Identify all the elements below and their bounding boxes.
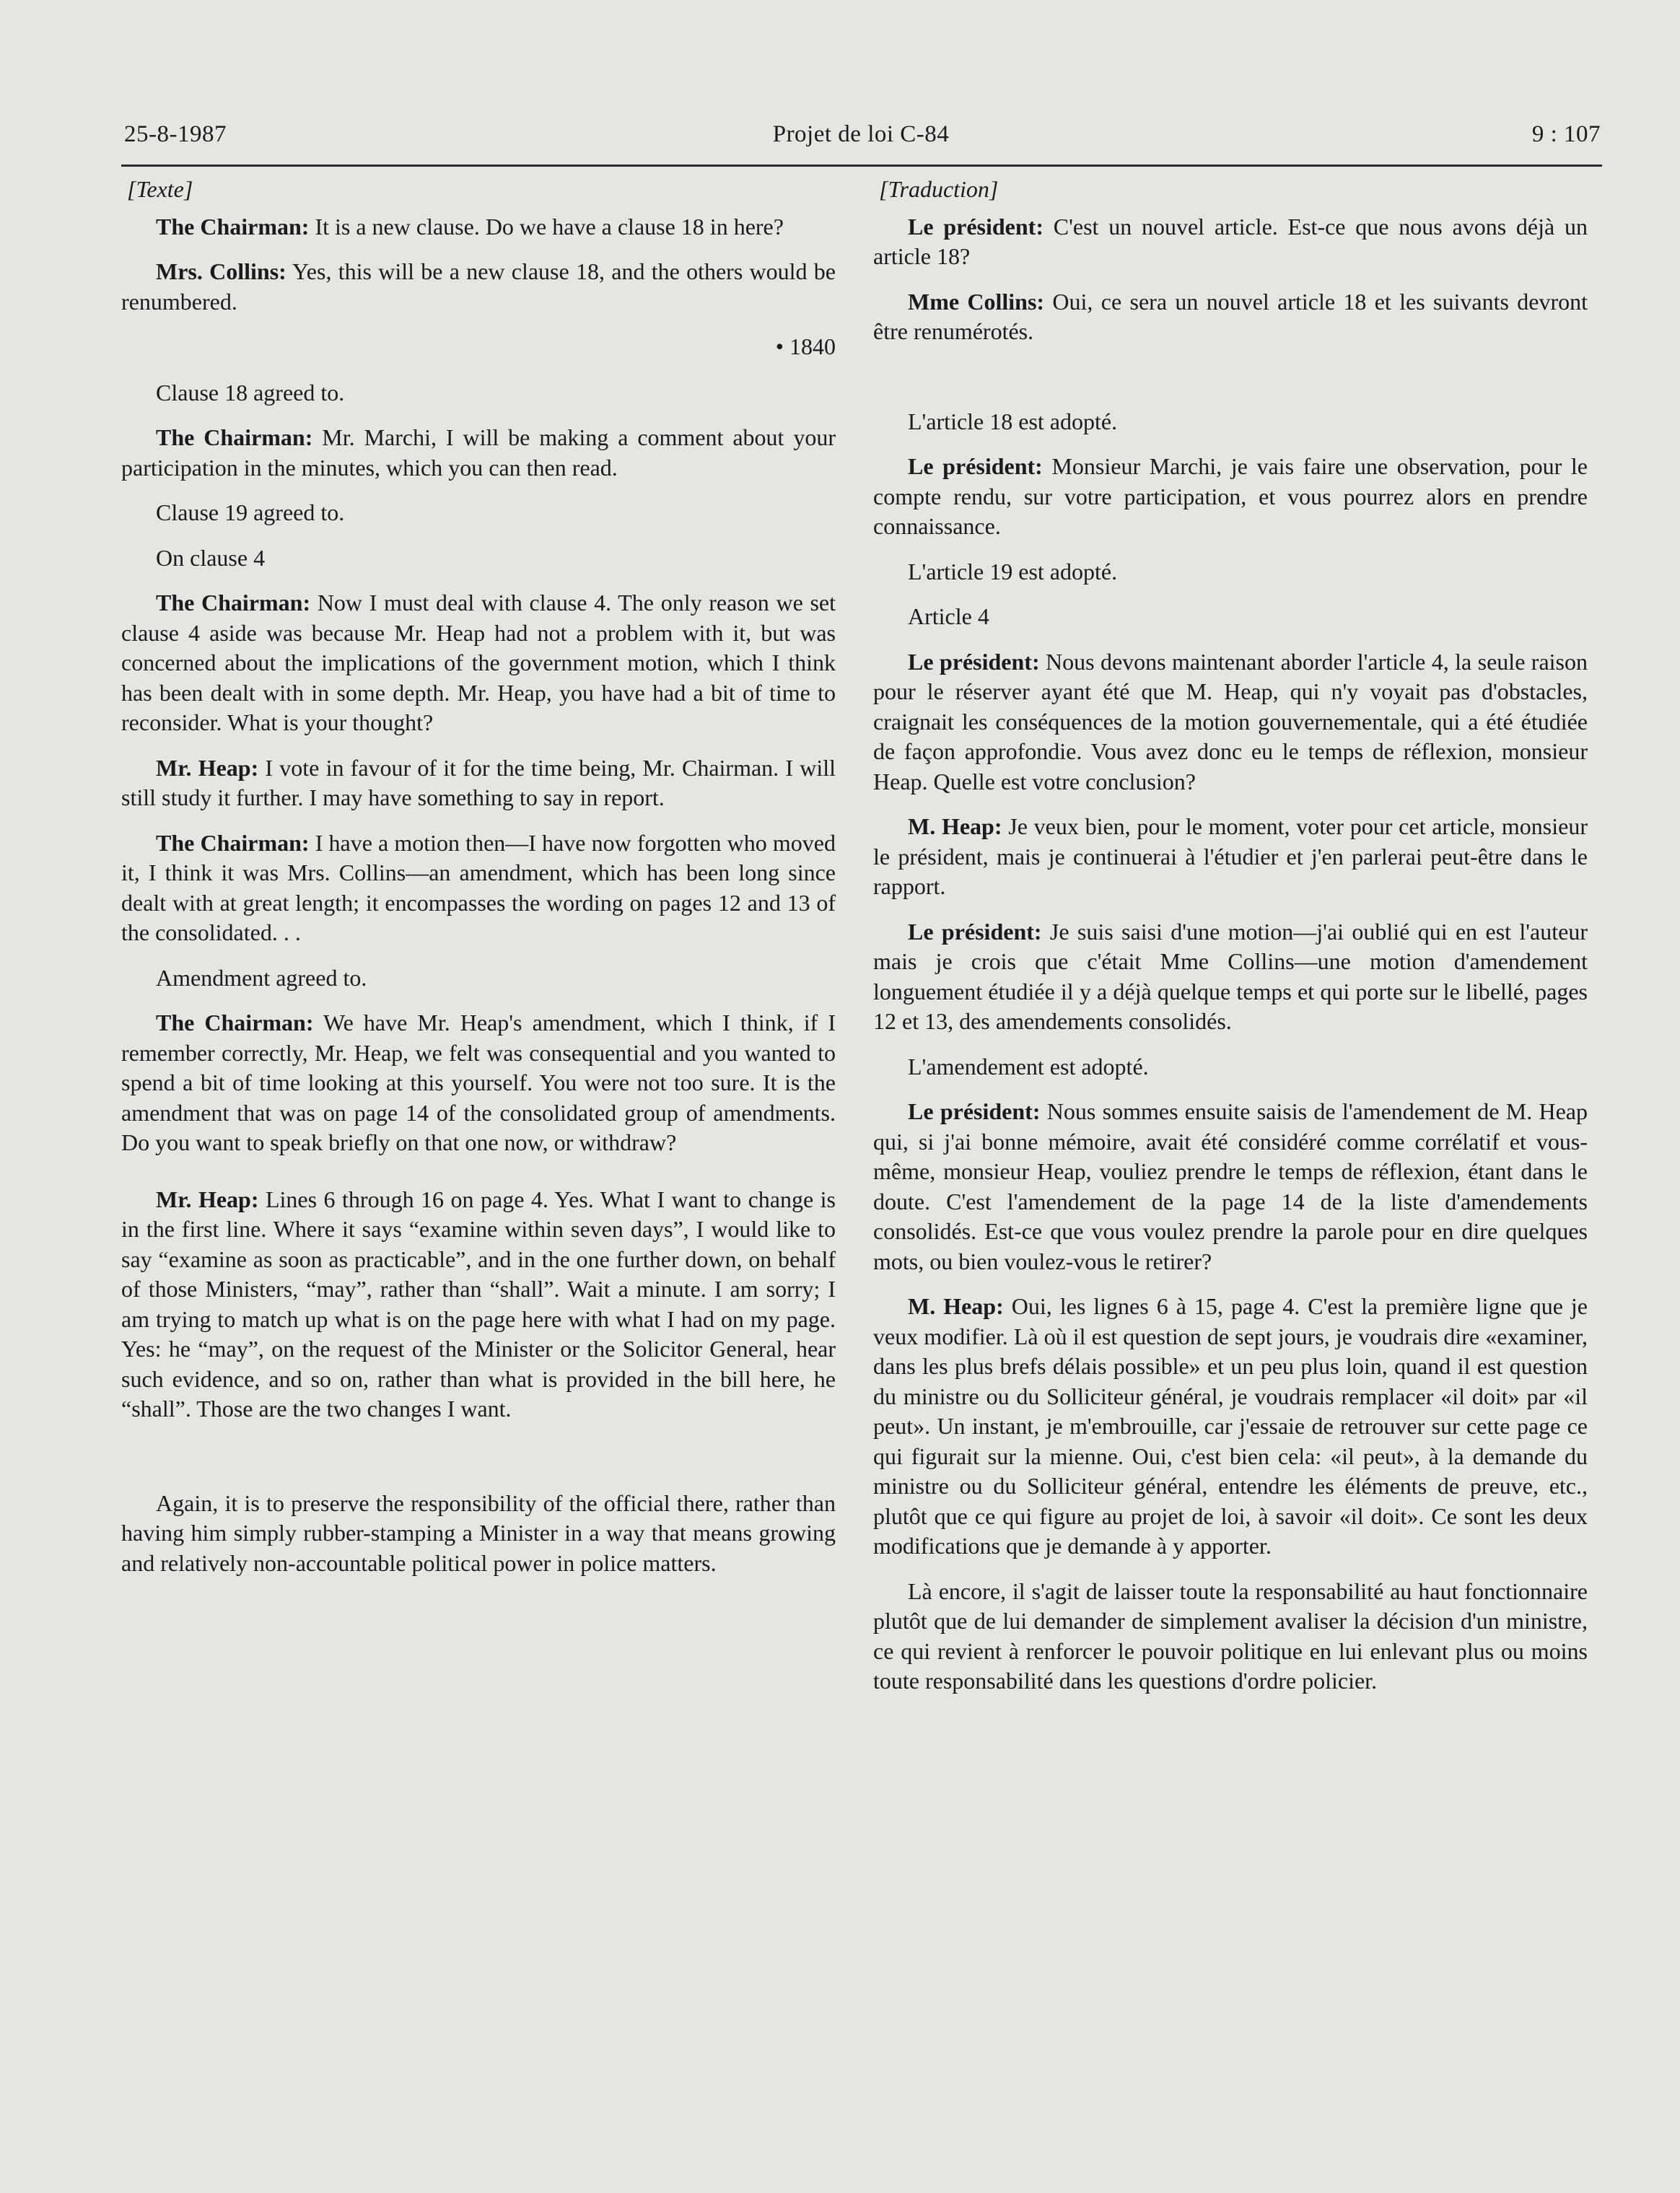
speech-text: C'est un nouvel article. Est-ce que nous avons déjà un article 18?: [873, 213, 1588, 269]
header-page-number: 9 : 107: [1531, 121, 1601, 147]
speaker-name: Le président:: [908, 1098, 1041, 1124]
speech-paragraph: [121, 423, 836, 483]
speaker-name: The Chairman:: [156, 424, 313, 450]
procedural-note: Clause 18 agreed to.: [156, 379, 345, 406]
speech-text: Je veux bien, pour le moment, voter pour cet article, monsieur le président, mais je continuerai à l'étudier et j'en parlerai peut-être dans le rapport.: [873, 813, 1588, 899]
speech-paragraph: [873, 452, 1588, 542]
speech-paragraph: [873, 917, 1588, 1037]
header-rule: [121, 165, 1602, 167]
english-column: [121, 175, 836, 1593]
speaker-name: Mr. Heap:: [156, 754, 259, 781]
procedural-note: Amendment agreed to.: [156, 964, 367, 991]
header-date: 25-8-1987: [124, 121, 227, 147]
speech-text: Nous sommes ensuite saisis de l'amendement de M. Heap qui, si j'ai bonne mémoire, avait été considéré comme corrélatif et vous-même, monsieur Heap, vouliez prendre le temps de réflexion, étant dans le doute. C'est l'amendement de la page 14 de la liste d'amendements consolidés. Est-ce que vous voulez prendre la parole pour en dire quelques mots, ou bien voulez-vous le retirer?: [873, 1098, 1588, 1274]
speech-text: Mr. Marchi, I will be making a comment about your participation in the minutes, which you can then read.: [121, 424, 836, 481]
speech-paragraph: [873, 647, 1588, 797]
speech-paragraph: Again, it is to preserve the responsibility of the official there, rather than having him simply rubber-stamping a Minister in a way that means growing and relatively non-accountable political power in police matters.: [121, 1489, 836, 1576]
speech-text: Lines 6 through 16 on page 4. Yes. What I want to change is in the first line. Where it says “examine within seven days”, I would like to say “examine as soon as practicable”, and in the one further down, on behalf of those Ministers, “may”, rather than “shall”. Wait a minute. I am sorry; I am trying to match up what is on the page here with what I had on my page. Yes: he “may”, on the request of the Minister or the Solicitor General, hear such evidence, and so on, rather than what is provided in the bill here, he “shall”. Those are the two changes I want.: [121, 1186, 836, 1422]
speaker-name: The Chairman:: [156, 1010, 314, 1036]
time-marker: • 1840: [775, 333, 836, 359]
speaker-name: Mme Collins:: [908, 288, 1045, 315]
french-column: [873, 175, 1588, 1712]
speech-paragraph: [873, 812, 1588, 902]
speech-paragraph: [121, 1008, 836, 1158]
speech-paragraph: [873, 1292, 1588, 1562]
speaker-name: The Chairman:: [156, 829, 310, 856]
header-title: Projet de loi C-84: [772, 121, 950, 147]
speaker-name: Mr. Heap:: [156, 1186, 259, 1212]
speech-text: Now I must deal with clause 4. The only reason we set clause 4 aside was because Mr. Heap had not a problem with it, but was concerned about the implications of the government motion, which I think has been dealt with in some depth. Mr. Heap, you have had a bit of time to reconsider. What is your thought?: [121, 590, 836, 735]
speech-paragraph: [873, 1097, 1588, 1277]
speech-text: Nous devons maintenant aborder l'article 4, la seule raison pour le réserver ayant été que M. Heap, qui n'y voyait pas d'obstacles, craignait les conséquences de la motion gouvernementale, qui a été étudiée de façon approfondie. Vous avez donc eu le temps de réflexion, monsieur Heap. Quelle est votre conclusion?: [873, 648, 1588, 795]
speaker-name: M. Heap:: [908, 1293, 1004, 1319]
speech-paragraph: Là encore, il s'agit de laisser toute la responsabilité au haut fonctionnaire plutôt que de lui demander de simplement avaliser la décision d'un ministre, ce qui revient à renforcer le pouvoir politique en lui enlevant plus ou moins toute responsabilité dans les questions d'ordre policier.: [873, 1577, 1588, 1694]
speech-text: Oui, ce sera un nouvel article 18 et les suivants devront être renumérotés.: [873, 288, 1588, 344]
speech-paragraph: [121, 212, 836, 242]
procedural-note: L'article 19 est adopté.: [908, 558, 1118, 585]
speaker-name: Le président:: [908, 453, 1043, 479]
speaker-name: Le président:: [908, 918, 1042, 945]
speech-paragraph: [121, 588, 836, 738]
procedural-note: L'amendement est adopté.: [908, 1053, 1149, 1080]
speaker-name: Le président:: [908, 648, 1040, 675]
page-header: [121, 121, 1601, 166]
speaker-name: Le président:: [908, 213, 1044, 240]
spacer: [121, 1173, 836, 1185]
speech-text: We have Mr. Heap's amendment, which I think, if I remember correctly, Mr. Heap, we felt was consequential and you wanted to spend a bit of time looking at this yourself. You were not too sure. It is the amendment that was on page 14 of the consolidated group of amendments. Do you want to speak briefly on that one now, or withdraw?: [121, 1010, 836, 1155]
speaker-name: The Chairman:: [156, 213, 310, 240]
speech-paragraph: [121, 753, 836, 813]
speech-text: Yes, this will be a new clause 18, and the others would be renumbered.: [121, 258, 836, 315]
procedural-note: On clause 4: [156, 544, 266, 571]
speech-text: Oui, les lignes 6 à 15, page 4. C'est la première ligne que je veux modifier. Là où il est question de sept jours, je voudrais dire «examiner, dans les plus brefs délais possible» et un peu plus loin, quand il est question du ministre ou du Solliciteur général, je voudrais remplacer «il doit» par «il peut». Un instant, je m'embrouille, car j'essaie de retrouver sur cette page ce qui figurait sur la mienne. Oui, c'est bien cela: «il peut», à la demande du ministre ou du Solliciteur général, entendre les éléments de preuve, etc., plutôt que ce qui figure au projet de loi, à savoir «il doit». Ce sont les deux modifications que je demande à y apporter.: [873, 1293, 1588, 1559]
speech-paragraph: [121, 1185, 836, 1424]
speaker-name: Mrs. Collins:: [156, 258, 286, 284]
procedural-note: Clause 19 agreed to.: [156, 499, 345, 525]
speech-text: I vote in favour of it for the time being, Mr. Chairman. I will still study it further. I may have something to say in report.: [121, 754, 836, 810]
section-label: [Traduction]: [879, 176, 999, 202]
spacer: [873, 362, 1588, 407]
speech-text: It is a new clause. Do we have a clause 18 in here?: [309, 213, 784, 240]
speech-text: Je suis saisi d'une motion—j'ai oublié qui en est l'auteur mais je crois que c'était Mme Collins—une motion d'amendement longuement étudiée il y a déjà quelque temps et qui porte sur le libellé, pages 12 et 13, des amendements consolidés.: [873, 918, 1588, 1034]
speech-text: I have a motion then—I have now forgotten who moved it, I think it was Mrs. Collins—an amendment, which has been long since dealt with at great length; it encompasses the wording on pages 12 and 13 of the consolidated. . .: [121, 829, 836, 945]
speech-paragraph: [873, 287, 1588, 347]
speaker-name: The Chairman:: [156, 590, 311, 616]
procedural-note: Article 4: [908, 603, 989, 629]
section-label: [Texte]: [127, 176, 193, 202]
speech-paragraph: [121, 257, 836, 317]
speech-paragraph: [873, 212, 1588, 272]
speaker-name: M. Heap:: [908, 813, 1002, 839]
spacer: [121, 1440, 836, 1489]
procedural-note: L'article 18 est adopté.: [908, 408, 1118, 434]
speech-text: Monsieur Marchi, je vais faire une observation, pour le compte rendu, sur votre participation, et vous pourrez alors en prendre connaissance.: [873, 453, 1588, 539]
speech-paragraph: [121, 828, 836, 948]
